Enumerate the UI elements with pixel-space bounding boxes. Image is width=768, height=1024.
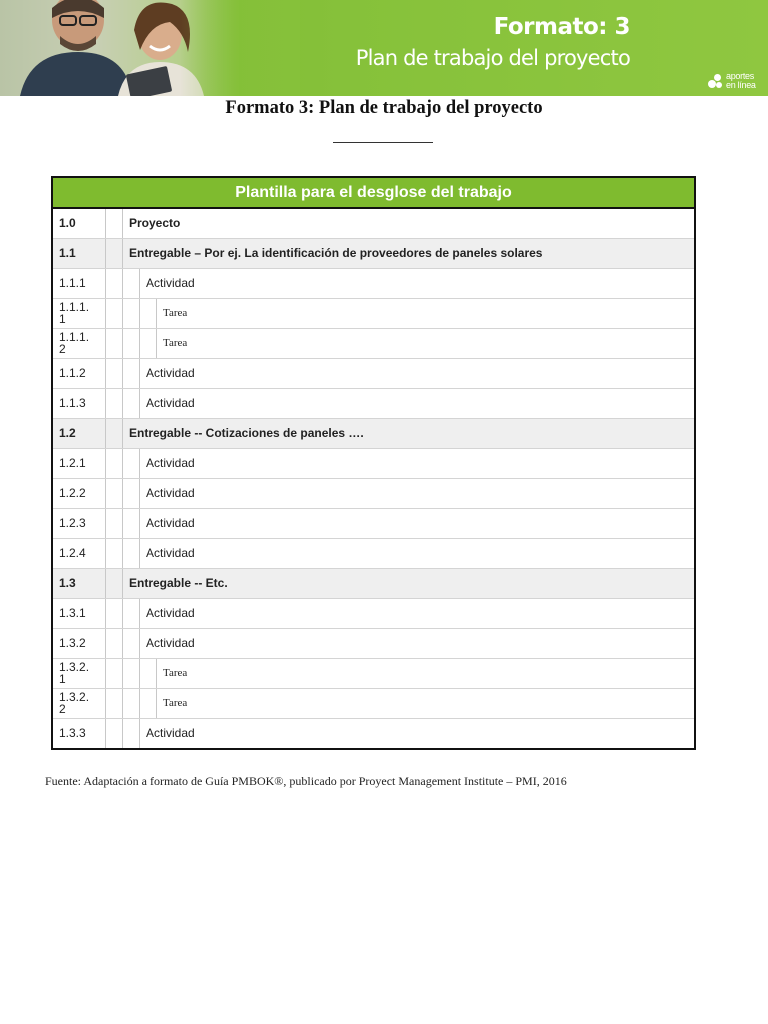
wbs-code: 1.2.1 [59, 456, 86, 470]
table-row [53, 689, 694, 719]
wbs-code: 1.3.1 [59, 606, 86, 620]
wbs-code: 1.2.3 [59, 516, 86, 530]
wbs-code: 1.1.1. 1 [59, 300, 90, 326]
source-note: Fuente: Adaptación a formato de Guía PMBOK®, publicado por Proyect Management Institute – PMI, 2016 [45, 774, 567, 788]
brand-logo [708, 72, 764, 92]
table-row [53, 389, 694, 419]
task-text: Tarea [163, 337, 188, 349]
table-row [53, 359, 694, 389]
banner-title: Formato: 3 [493, 14, 630, 40]
activity-text: Actividad [146, 516, 195, 530]
wbs-code: 1.3.2. 1 [59, 660, 90, 686]
wbs-code: 1.1.1. 2 [59, 330, 90, 356]
wbs-code: 1.3.2. 2 [59, 690, 90, 716]
deliverable-text: Proyecto [129, 216, 181, 230]
banner-subtitle: Plan de trabajo del proyecto [355, 46, 630, 70]
table-row [53, 539, 694, 569]
brand-text-line1: aportes [726, 71, 754, 81]
activity-text: Actividad [146, 726, 195, 740]
task-text: Tarea [163, 307, 188, 319]
activity-text: Actividad [146, 636, 195, 650]
table-row [53, 509, 694, 539]
activity-text: Actividad [146, 606, 195, 620]
wbs-code: 1.2.2 [59, 486, 86, 500]
table-row [53, 269, 694, 299]
wbs-code: 1.2 [59, 426, 76, 440]
task-text: Tarea [163, 667, 188, 679]
deliverable-text: Entregable -- Etc. [129, 576, 228, 590]
signature-line [333, 142, 433, 143]
wbs-code: 1.1 [59, 246, 76, 260]
wbs-code: 1.3 [59, 576, 76, 590]
document-title: Formato 3: Plan de trabajo del proyecto [225, 98, 543, 118]
wbs-code: 1.0 [59, 216, 76, 230]
brand-text-line2: en línea [726, 80, 756, 90]
header-banner [0, 0, 768, 96]
deliverable-text: Entregable – Por ej. La identificación de proveedores de paneles solares [129, 246, 543, 260]
activity-text: Actividad [146, 366, 195, 380]
table-row [53, 599, 694, 629]
table-row [53, 209, 694, 239]
table-row [53, 239, 694, 269]
activity-text: Actividad [146, 396, 195, 410]
table-row [53, 299, 694, 329]
task-text: Tarea [163, 697, 188, 709]
table-row [53, 449, 694, 479]
wbs-code: 1.1.2 [59, 366, 86, 380]
activity-text: Actividad [146, 486, 195, 500]
wbs-code: 1.2.4 [59, 546, 86, 560]
wbs-code: 1.1.3 [59, 396, 86, 410]
table-row [53, 329, 694, 359]
activity-text: Actividad [146, 456, 195, 470]
table-body [53, 209, 694, 748]
table-row [53, 419, 694, 449]
activity-text: Actividad [146, 546, 195, 560]
logo-icon [708, 74, 724, 90]
table-row [53, 479, 694, 509]
table-row [53, 659, 694, 689]
table-header: Plantilla para el desglose del trabajo [53, 178, 694, 209]
table-row [53, 719, 694, 748]
table-row [53, 629, 694, 659]
wbs-code: 1.1.1 [59, 276, 86, 290]
wbs-code: 1.3.2 [59, 636, 86, 650]
deliverable-text: Entregable -- Cotizaciones de paneles …. [129, 426, 364, 440]
wbs-table [51, 176, 696, 750]
activity-text: Actividad [146, 276, 195, 290]
wbs-code: 1.3.3 [59, 726, 86, 740]
table-row [53, 569, 694, 599]
